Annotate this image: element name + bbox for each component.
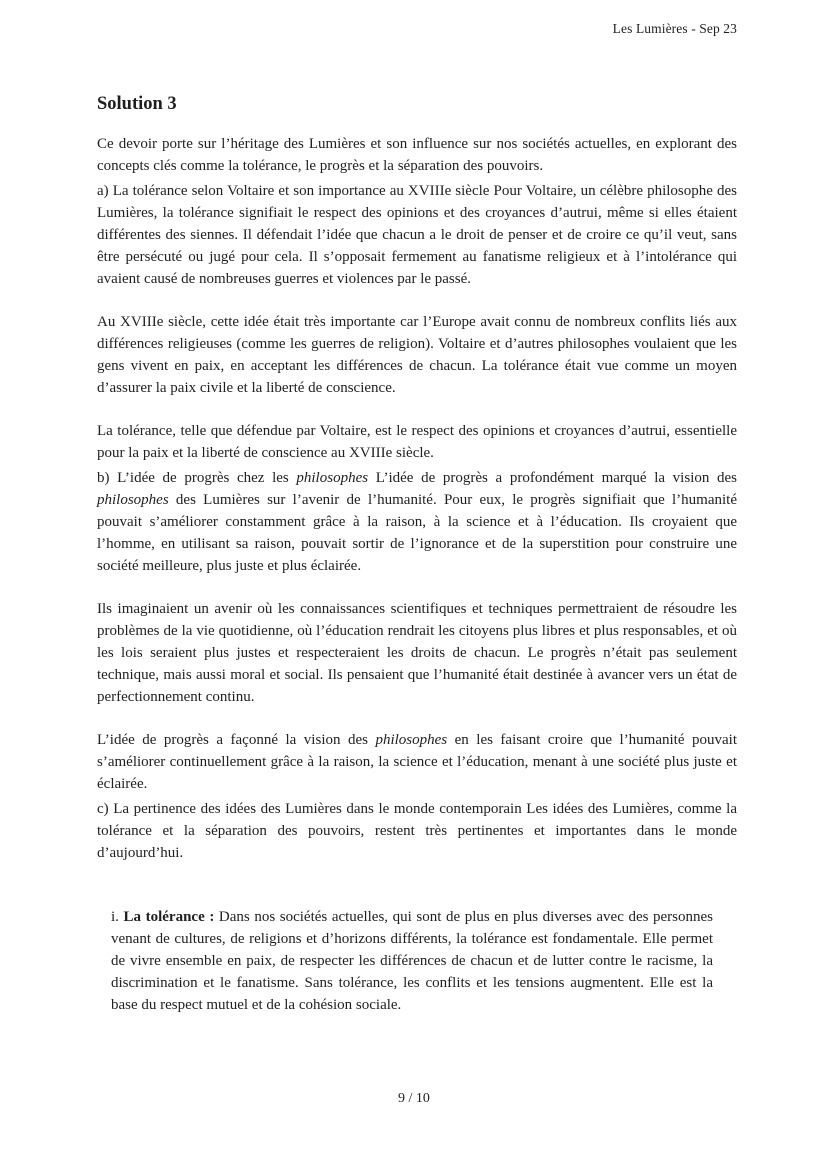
italic-term-philosophes: philosophes bbox=[296, 470, 369, 486]
italic-term-philosophes: philosophes bbox=[97, 492, 169, 508]
paragraph-a-summary: La tolérance, telle que défendue par Voltaire, est le respect des opinions et croyances d’autrui, essentielle pour la paix et la liberté de conscience au XVIIIe siècle. bbox=[97, 423, 737, 461]
item-term-label: La tolérance : bbox=[123, 909, 219, 925]
list-item-i-tolerance bbox=[111, 906, 713, 1016]
paragraph-text-segment: b) L’idée de progrès chez les bbox=[97, 470, 297, 486]
paragraph-intro: Ce devoir porte sur l’héritage des Lumières et son influence sur nos sociétés actuelles, en explorant des concepts clés comme la tolérance, le progrès et la séparation des pouvoirs. bbox=[97, 136, 737, 174]
paragraph-b-progress bbox=[97, 467, 737, 577]
page-number: 9 / 10 bbox=[398, 1091, 430, 1106]
paragraph-c-pertinence: c) La pertinence des idées des Lumières dans le monde contemporain Les idées des Lumières, comme la tolérance et la séparation des pouvoirs, restent très pertinentes et importantes dans le monde d’aujourd’hui. bbox=[97, 801, 737, 861]
paragraph-b-future: Ils imaginaient un avenir où les connaissances scientifiques et techniques permettraient de résoudre les problèmes de la vie quotidienne, où l’éducation rendrait les citoyens plus libres et plus responsables, et où les lois seraient plus justes et respecteraient les droits de chacun. Le progrès n’était pas seulement technique, mais aussi moral et social. Ils pensaient que l’humanité était destinée à avancer vers un état de perfectionnement continu. bbox=[97, 601, 737, 705]
item-marker: i. bbox=[111, 909, 124, 925]
paragraph-text-segment: Dans nos sociétés actuelles, qui sont de plus en plus diverses avec des personnes venant de cultures, de religions et d’horizons différents, la tolérance est fondamentale. Elle permet de vivre ensemble en paix, de respecter les différences de chacun et de lutter contre le racisme, la discrimination et le fanatisme. Sans tolérance, les conflits et les tensions augmentent. Elle est la base du respect mutuel et de la cohésion sociale. bbox=[111, 909, 714, 1013]
paragraph-text-segment: L’idée de progrès a profondément marqué la vision des bbox=[368, 470, 737, 486]
italic-term-philosophes: philosophes bbox=[375, 732, 448, 748]
paragraph-a-context: Au XVIIIe siècle, cette idée était très importante car l’Europe avait connu de nombreux conflits liés aux différences religieuses (comme les guerres de religion). Voltaire et d’autres philosophes voulaient que les gens vivent en paix, en acceptant les différences de chacun. La tolérance était vue comme un moyen d’assurer la paix civile et la liberté de conscience. bbox=[97, 314, 737, 396]
paragraph-a-tolerance: a) La tolérance selon Voltaire et son importance au XVIIIe siècle Pour Voltaire, un célèbre philosophe des Lumières, la tolérance signifiait le respect des opinions et des croyances d’autrui, même si elles étaient différentes des siennes. Il défendait l’idée que chacun a le droit de penser et de croire ce qu’il veut, sans être persécuté ou jugé pour cela. Il s’opposait fermement au fanatisme religieux et à l’intolérance qui avaient causé de nombreuses guerres et violences par le passé. bbox=[97, 183, 737, 287]
paragraph-b-summary bbox=[97, 729, 737, 795]
paragraph-text-segment: des Lumières sur l’avenir de l’humanité. Pour eux, le progrès signifiait que l’humanité pouvait s’améliorer constamment grâce à la raison, à la science et à l’éducation. Ils croyaient que l’homme, en utilisant sa raison, pouvait sortir de l’ignorance et de la superstition pour construire une société meilleure, plus juste et plus éclairée. bbox=[97, 492, 737, 574]
section-title: Solution 3 bbox=[97, 94, 177, 114]
running-header-label: Les Lumières - Sep 23 bbox=[612, 21, 737, 36]
page-footer bbox=[0, 1091, 828, 1107]
paragraph-text-segment: L’idée de progrès a façonné la vision des bbox=[97, 732, 376, 748]
document-content bbox=[97, 93, 737, 1016]
page-header bbox=[0, 21, 737, 37]
paragraph-text-segment: en les faisant croire que l’humanité pouvait s’améliorer continuellement grâce à la raison, la science et l’éducation, menant à une société plus juste et éclairée. bbox=[97, 732, 737, 792]
